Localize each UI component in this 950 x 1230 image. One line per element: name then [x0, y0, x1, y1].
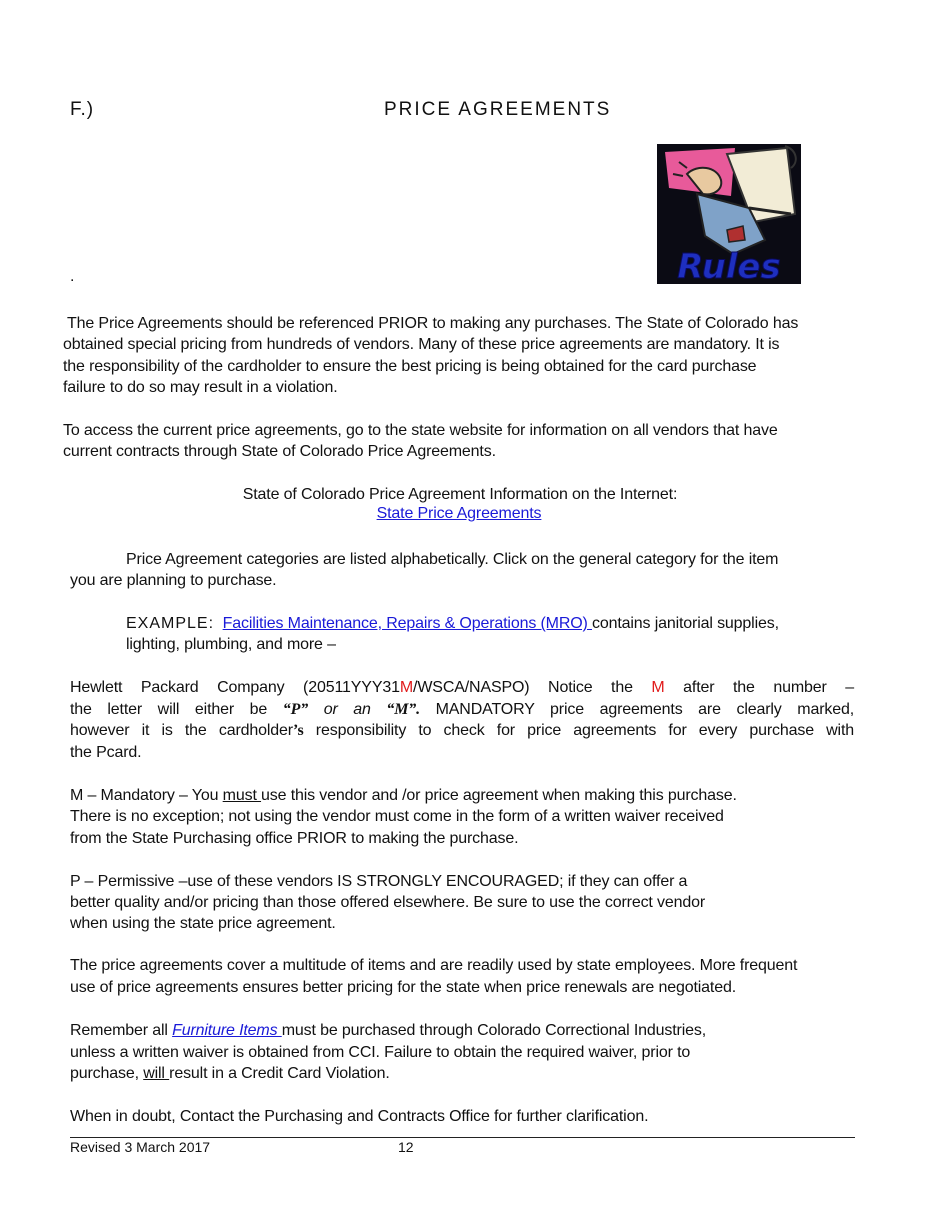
access-line-2: current contracts through State of Colorado Price Agreements.: [63, 443, 496, 460]
access-line-1: To access the current price agreements, go to the state website for information on all vendors that have: [63, 422, 778, 439]
hp-post: /WSCA/NASPO) Notice the: [413, 679, 652, 696]
when-in-doubt: When in doubt, Contact the Purchasing and Contracts Office for further clarification.: [70, 1108, 649, 1125]
mandatory-must: must: [222, 787, 262, 804]
hp-l2b: MANDATORY price agreements are clearly marked,: [420, 701, 855, 718]
hp-m-marker: M: [399, 679, 414, 696]
coverage-line-2: use of price agreements ensures better pricing for the state when price renewals are negotiated.: [70, 979, 736, 996]
hp-or-an: or an: [308, 701, 387, 718]
coverage-line-1: The price agreements cover a multitude of items and are readily used by state employees. More frequent: [70, 957, 798, 974]
page-number: 12: [398, 1139, 414, 1155]
internet-heading: State of Colorado Price Agreement Information on the Internet:: [242, 486, 678, 503]
rules-cartoon-icon: [657, 144, 801, 284]
permissive-line-3: when using the state price agreement.: [70, 915, 336, 932]
state-price-agreements-link[interactable]: State Price Agreements: [376, 505, 542, 522]
hp-m-marker-2: M: [651, 679, 665, 696]
hp-m-quote: “M”.: [386, 701, 420, 718]
hp-post-2: after the number –: [664, 679, 854, 696]
furniture-pre: Remember all: [70, 1022, 173, 1039]
hp-line-3: [70, 720, 854, 742]
page-title: PRICE AGREEMENTS: [384, 99, 612, 120]
furniture-l3a: purchase,: [70, 1065, 144, 1082]
hp-p-quote: “P”: [282, 701, 309, 718]
hp-l3b: responsibility to check for price agreements for every purchase with: [303, 722, 854, 739]
furniture-post: must be purchased through Colorado Correctional Industries,: [281, 1022, 707, 1039]
mandatory-pre: M – Mandatory – You: [70, 787, 223, 804]
footer-revised: Revised 3 March 2017: [70, 1139, 211, 1155]
section-label: F.): [70, 99, 95, 120]
furniture-items-link[interactable]: Furniture Items: [172, 1022, 282, 1039]
example-label: EXAMPLE:: [126, 615, 215, 632]
furniture-line-3: [70, 1063, 390, 1085]
permissive-line-1: P – Permissive –use of these vendors IS STRONGLY ENCOURAGED; if they can offer a: [70, 873, 688, 890]
intro-line-4: failure to do so may result in a violation.: [63, 379, 338, 396]
furniture-l3b: result in a Credit Card Violation.: [169, 1065, 390, 1082]
hp-l3a: however it is the cardholder: [70, 722, 293, 739]
mandatory-line-1: [70, 785, 737, 807]
facilities-mro-link[interactable]: Facilities Maintenance, Repairs & Operations (MRO): [222, 615, 592, 632]
permissive-line-2: better quality and/or pricing than those offered elsewhere. Be sure to use the correct vendor: [70, 894, 706, 911]
mandatory-line-2: There is no exception; not using the vendor must come in the form of a written waiver received: [70, 808, 724, 825]
example-line-1: [126, 613, 779, 635]
example-line-2: lighting, plumbing, and more –: [126, 636, 336, 653]
intro-line-2: obtained special pricing from hundreds of vendors. Many of these price agreements are mandatory. It is: [63, 336, 780, 353]
mandatory-post: use this vendor and /or price agreement when making this purchase.: [261, 787, 737, 804]
hp-line-2: [70, 699, 854, 721]
intro-line-3: the responsibility of the cardholder to ensure the best pricing is being obtained for the card purchase: [63, 358, 757, 375]
furniture-line-1: [70, 1020, 706, 1042]
furniture-line-2: unless a written waiver is obtained from CCI. Failure to obtain the required waiver, prior to: [70, 1044, 691, 1061]
categories-line-1: Price Agreement categories are listed alphabetically. Click on the general category for the item: [126, 551, 779, 568]
hp-l2a: the letter will either be: [70, 701, 283, 718]
hp-line-1: [70, 677, 854, 699]
example-rest: contains janitorial supplies,: [592, 615, 779, 632]
rules-caption: Rules: [677, 247, 781, 284]
categories-line-2: you are planning to purchase.: [70, 572, 277, 589]
hp-line-4: the Pcard.: [70, 744, 142, 761]
footer-divider: [70, 1137, 855, 1138]
hp-pre: Hewlett Packard Company (20511YYY31: [70, 679, 400, 696]
stray-dot: .: [70, 268, 75, 285]
mandatory-line-3: from the State Purchasing office PRIOR to making the purchase.: [70, 830, 519, 847]
furniture-will: will: [143, 1065, 170, 1082]
intro-line-1: The Price Agreements should be referenced PRIOR to making any purchases. The State of Colorado has: [63, 315, 799, 332]
hp-apos-s: ’s: [292, 722, 304, 739]
